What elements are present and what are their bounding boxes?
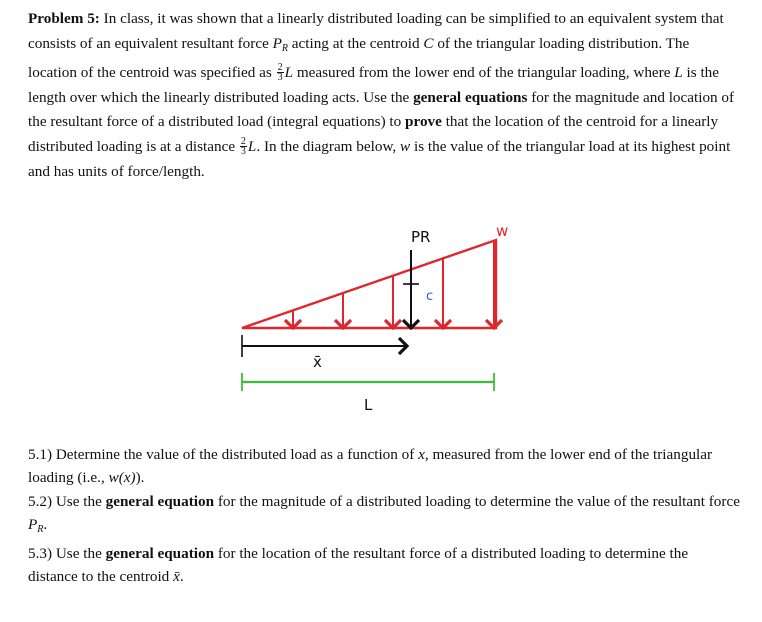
bold-prove: prove (405, 113, 442, 131)
subscript-r: R (281, 42, 288, 54)
text: acting at the centroid (288, 34, 424, 52)
label-w: w (496, 222, 509, 240)
symbol-l: L (284, 64, 294, 82)
question-5-3 (28, 542, 740, 589)
symbol-l: L (247, 137, 257, 155)
symbol-wx: w(x) (108, 469, 136, 487)
frac-num: 2 (277, 62, 283, 74)
load-triangle (242, 240, 496, 328)
text: for the location of the resultant force of a distributed loading to determine the distance to the centroid (28, 544, 689, 586)
text: measured from the lower end of the triangular loading, where (293, 64, 675, 82)
question-5-2 (28, 490, 740, 542)
fraction (277, 63, 284, 82)
text: , measured from the lower end of the triangular loading (i.e., (28, 446, 713, 487)
text: 5.3) Use the (28, 544, 106, 562)
text: for the magnitude and location of the resultant force of a distributed load (integral equations) to (28, 88, 735, 131)
text: In class, it was shown that a linearly distributed loading can be simplified to an equivalent system that consists of an equivalent resultant force (28, 10, 724, 52)
label-pr: PR (411, 228, 431, 246)
question-5-1 (28, 443, 740, 490)
problem-statement (28, 7, 740, 184)
text: 5.2) Use the (28, 492, 106, 510)
text: that the location of the centroid for a linearly distributed loading is at a distance (28, 113, 719, 155)
bold-general-equations: general equations (413, 88, 528, 106)
symbol-xbar: x̄ (173, 568, 180, 586)
problem-label: Problem 5: (28, 10, 100, 27)
label-c: c (426, 289, 434, 304)
loading-diagram (230, 218, 520, 418)
text: ). (135, 469, 145, 487)
frac-den: 3 (277, 72, 283, 84)
text: for the magnitude of a distributed loading to determine the value of the resultant force (214, 492, 740, 510)
symbol-p: P (272, 34, 282, 52)
symbol-p: P (28, 516, 38, 534)
questions (28, 443, 740, 588)
subscript-r: R (37, 524, 44, 536)
text: . (179, 568, 184, 586)
text: . In the diagram below, (256, 137, 401, 155)
label-l: L (364, 396, 373, 414)
text: 5.1) Determine the value of the distributed load as a function of (28, 446, 419, 463)
symbol-l: L (674, 64, 683, 82)
symbol-x: x (418, 446, 425, 463)
symbol-w: w (400, 137, 411, 155)
text: is the length over which the linearly distributed loading acts. Use the (28, 64, 719, 106)
label-xbar: x̄ (313, 353, 322, 371)
symbol-c: C (423, 34, 434, 52)
text: of the triangular loading distribution. The location of the centroid was specified as (28, 34, 690, 82)
text: . (43, 516, 48, 534)
frac-num: 2 (240, 135, 246, 147)
bold-general-equation: general equation (105, 492, 215, 510)
text: is the value of the triangular load at its highest point and has units of force/length. (28, 137, 731, 180)
frac-den: 3 (240, 145, 246, 157)
bold-general-equation: general equation (105, 544, 215, 562)
fraction (240, 137, 247, 156)
